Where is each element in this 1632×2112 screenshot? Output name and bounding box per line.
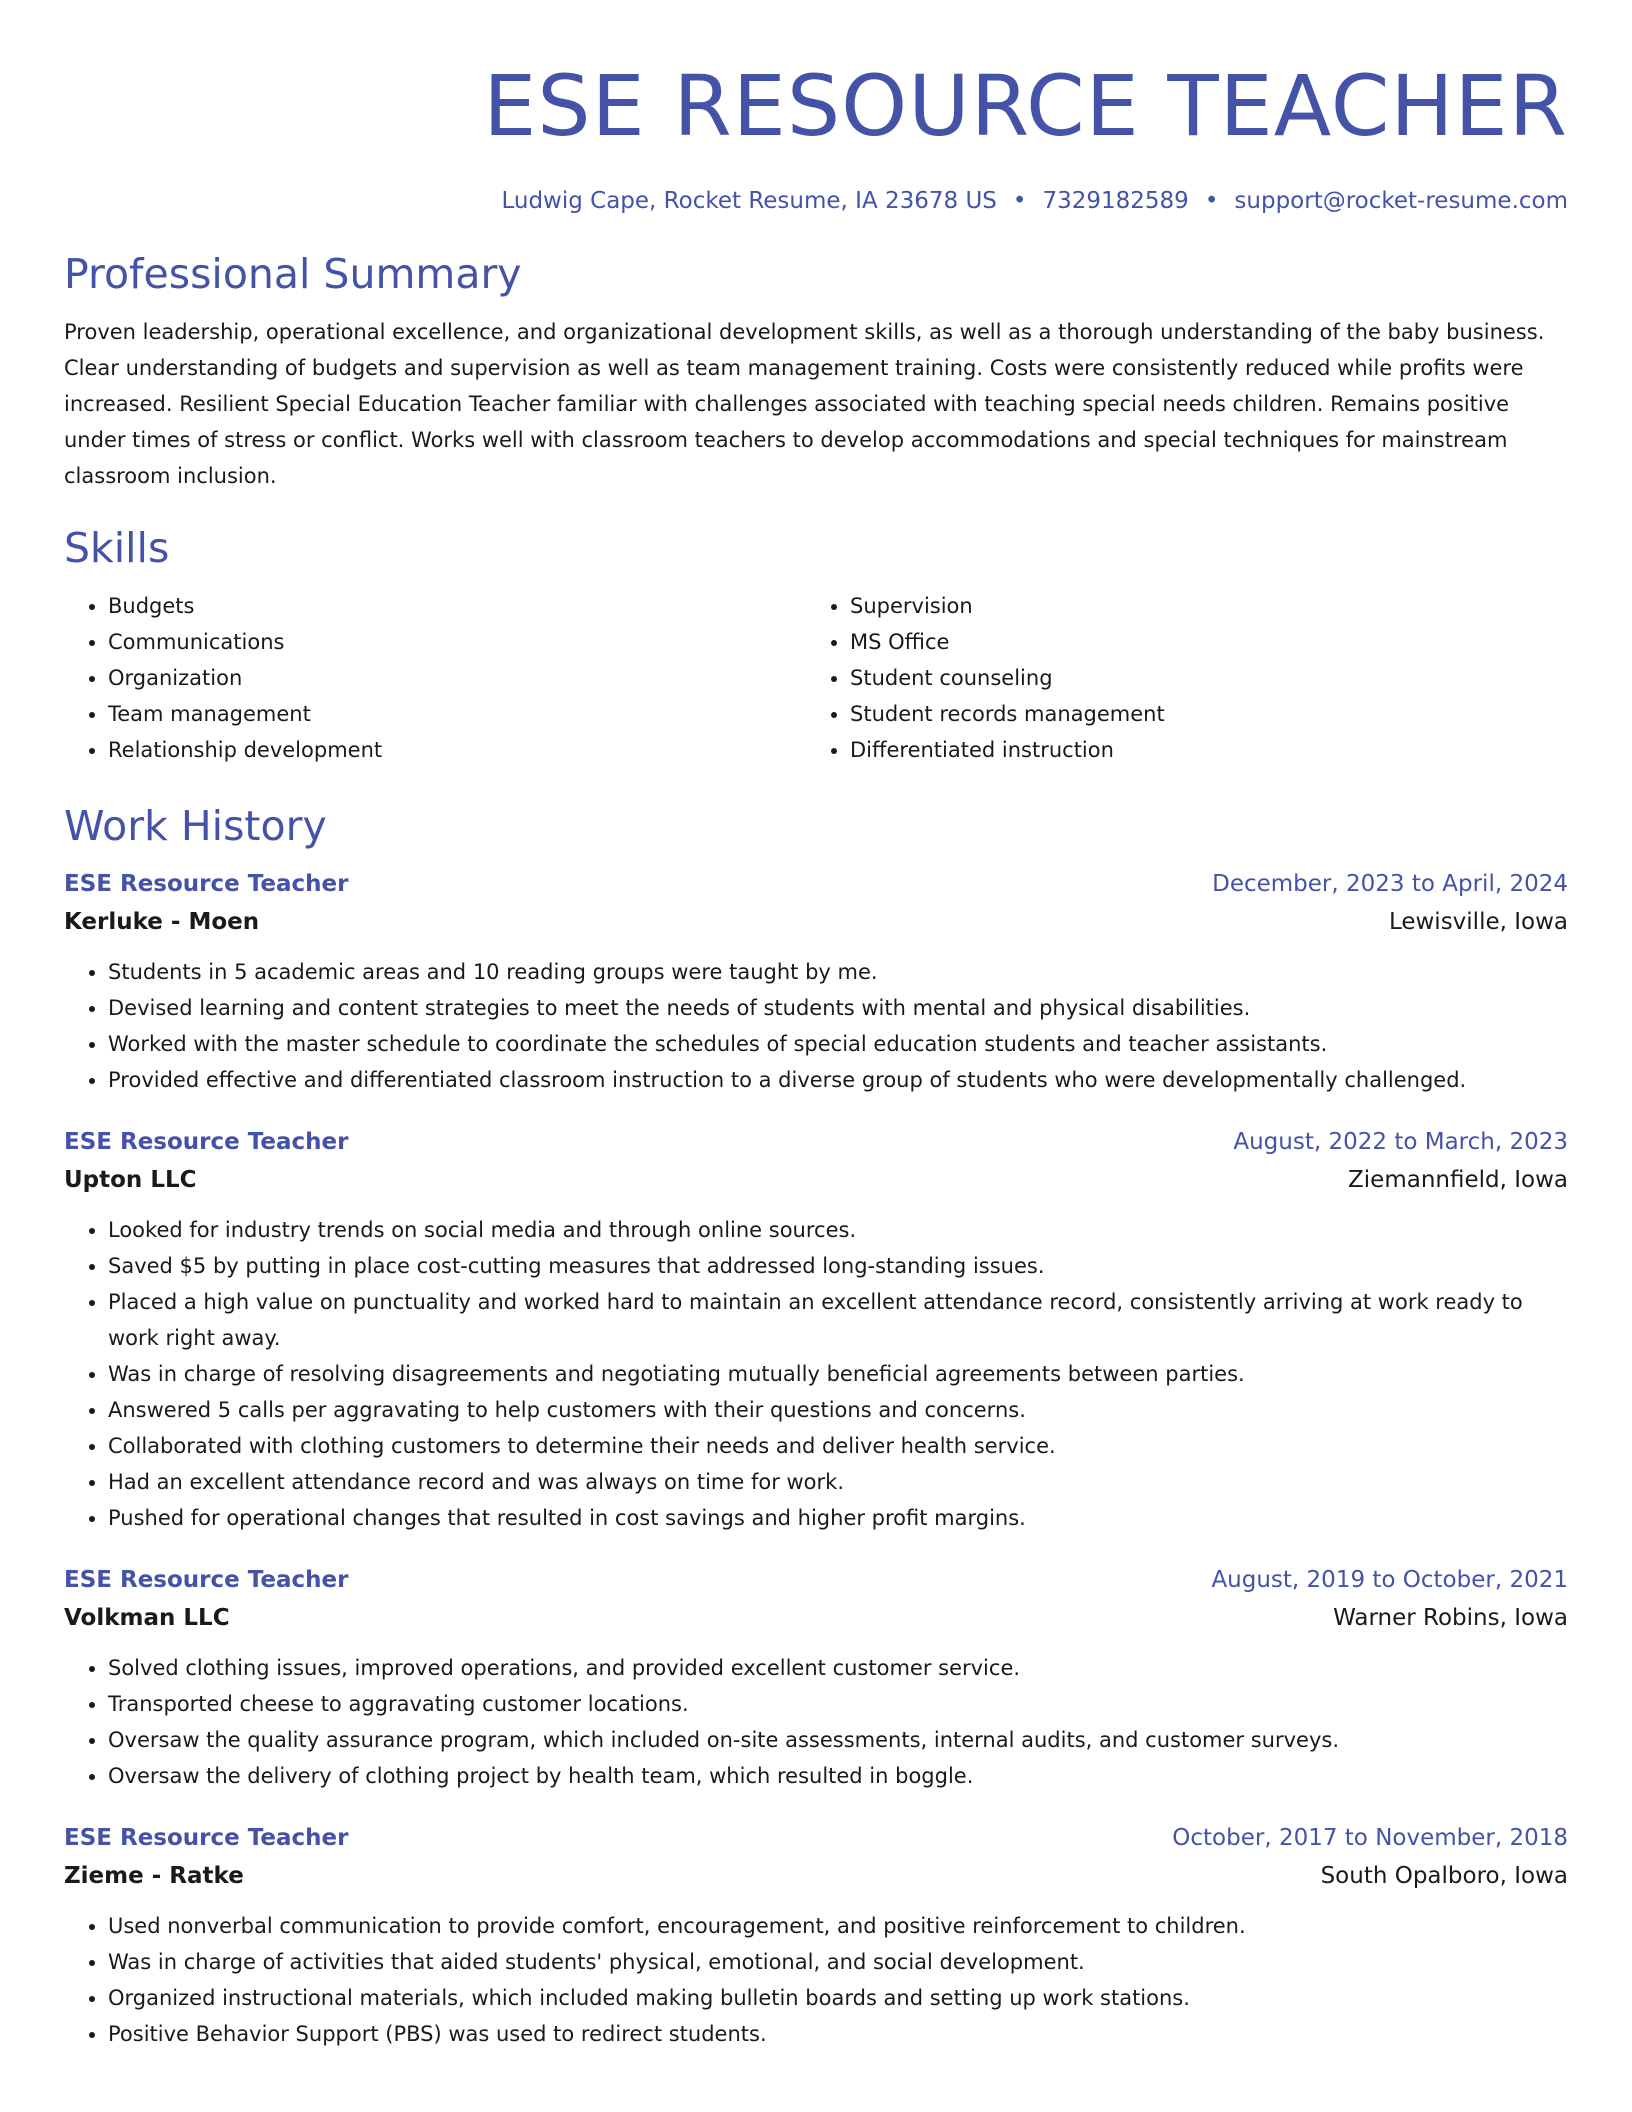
contact-email: support@rocket-resume.com: [1234, 188, 1568, 214]
skill-item: • Student records management: [850, 696, 1548, 732]
job-bullet: • Answered 5 calls per aggravating to help customers with their questions and concerns.: [108, 1392, 1568, 1428]
page-title: ESE RESOURCE TEACHER: [483, 57, 1568, 155]
job-entry: [64, 1820, 1568, 2052]
job-bullet: • Looked for industry trends on social media and through online sources.: [108, 1212, 1568, 1248]
skills-column-left: [64, 588, 806, 768]
summary-text: Proven leadership, operational excellence, and organizational development skills, as well as a thorough understanding of the baby business. Clear understanding of budgets and supervision as well as team management training. Costs were consistently reduced while profits were increased. Resilient Special Education Teacher familiar with challenges associated with teaching special needs children. Remains positive under times of stress or conflict. Works well with classroom teachers to develop accommodations and special techniques for mainstream classroom inclusion.: [64, 320, 1545, 488]
skill-item: • Student counseling: [850, 660, 1548, 696]
job-bullet: • Devised learning and content strategies to meet the needs of students with mental and physical disabilities.: [108, 990, 1568, 1026]
skill-item: • MS Office: [850, 624, 1548, 660]
skills-column-right: [806, 588, 1548, 768]
contact-phone: 7329182589: [1042, 188, 1189, 214]
job-bullet: • Used nonverbal communication to provide comfort, encouragement, and positive reinforcement to children.: [108, 1908, 1568, 1944]
skill-item: • Team management: [108, 696, 806, 732]
job-title: ESE Resource Teacher: [64, 1825, 349, 1851]
summary-heading: Professional Summary: [64, 250, 522, 298]
job-bullet: • Worked with the master schedule to coordinate the schedules of special education students and teacher assistants.: [108, 1026, 1568, 1062]
skill-item: • Budgets: [108, 588, 806, 624]
skill-item: • Relationship development: [108, 732, 806, 768]
job-location: Ziemannfield, Iowa: [1348, 1167, 1568, 1193]
skill-item: • Differentiated instruction: [850, 732, 1548, 768]
job-bullet: • Pushed for operational changes that resulted in cost savings and higher profit margins.: [108, 1500, 1568, 1536]
contact-line: [64, 184, 1568, 218]
contact-separator: •: [1204, 188, 1219, 214]
job-bullet: • Students in 5 academic areas and 10 reading groups were taught by me.: [108, 954, 1568, 990]
job-dates: October, 2017 to November, 2018: [1172, 1825, 1568, 1851]
skill-item: • Organization: [108, 660, 806, 696]
job-bullets: [64, 1908, 1568, 2052]
job-bullet: • Was in charge of activities that aided students' physical, emotional, and social development.: [108, 1944, 1568, 1980]
skills-heading: Skills: [64, 524, 170, 572]
contact-address: Ludwig Cape, Rocket Resume, IA 23678 US: [501, 188, 997, 214]
job-bullets: [64, 1650, 1568, 1794]
job-location: Warner Robins, Iowa: [1333, 1605, 1568, 1631]
job-title: ESE Resource Teacher: [64, 1567, 349, 1593]
job-bullet: • Oversaw the delivery of clothing project by health team, which resulted in boggle.: [108, 1758, 1568, 1794]
job-bullets: [64, 1212, 1568, 1536]
job-bullet: • Transported cheese to aggravating customer locations.: [108, 1686, 1568, 1722]
job-bullet: • Collaborated with clothing customers to determine their needs and deliver health service.: [108, 1428, 1568, 1464]
job-bullet: • Saved $5 by putting in place cost-cutting measures that addressed long-standing issues.: [108, 1248, 1568, 1284]
job-location: South Opalboro, Iowa: [1320, 1863, 1568, 1889]
job-title: ESE Resource Teacher: [64, 871, 349, 897]
contact-separator: •: [1012, 188, 1027, 214]
job-entry: [64, 1562, 1568, 1794]
job-dates: August, 2019 to October, 2021: [1211, 1567, 1568, 1593]
job-title: ESE Resource Teacher: [64, 1129, 349, 1155]
job-company: Kerluke - Moen: [64, 909, 260, 935]
job-company: Volkman LLC: [64, 1605, 230, 1631]
job-bullet: • Provided effective and differentiated classroom instruction to a diverse group of students who were developmentally challenged.: [108, 1062, 1568, 1098]
job-bullet: • Oversaw the quality assurance program, which included on-site assessments, internal audits, and customer surveys.: [108, 1722, 1568, 1758]
job-bullets: [64, 954, 1568, 1098]
job-entry: [64, 866, 1568, 1098]
skill-item: • Communications: [108, 624, 806, 660]
job-dates: August, 2022 to March, 2023: [1233, 1129, 1568, 1155]
skill-item: • Supervision: [850, 588, 1548, 624]
job-company: Upton LLC: [64, 1167, 197, 1193]
job-bullet: • Positive Behavior Support (PBS) was used to redirect students.: [108, 2016, 1568, 2052]
work-history-heading: Work History: [64, 802, 327, 850]
job-bullet: • Had an excellent attendance record and was always on time for work.: [108, 1464, 1568, 1500]
job-entry: [64, 1124, 1568, 1536]
job-dates: December, 2023 to April, 2024: [1212, 871, 1568, 897]
job-bullet: • Was in charge of resolving disagreements and negotiating mutually beneficial agreements between parties.: [108, 1356, 1568, 1392]
job-company: Zieme - Ratke: [64, 1863, 244, 1889]
job-bullet: • Organized instructional materials, which included making bulletin boards and setting up work stations.: [108, 1980, 1568, 2016]
job-location: Lewisville, Iowa: [1388, 909, 1568, 935]
skills-list: [64, 588, 1568, 768]
job-bullet: • Solved clothing issues, improved operations, and provided excellent customer service.: [108, 1650, 1568, 1686]
job-bullet: • Placed a high value on punctuality and worked hard to maintain an excellent attendance record, consistently arriving at work ready to work right away.: [108, 1284, 1568, 1356]
